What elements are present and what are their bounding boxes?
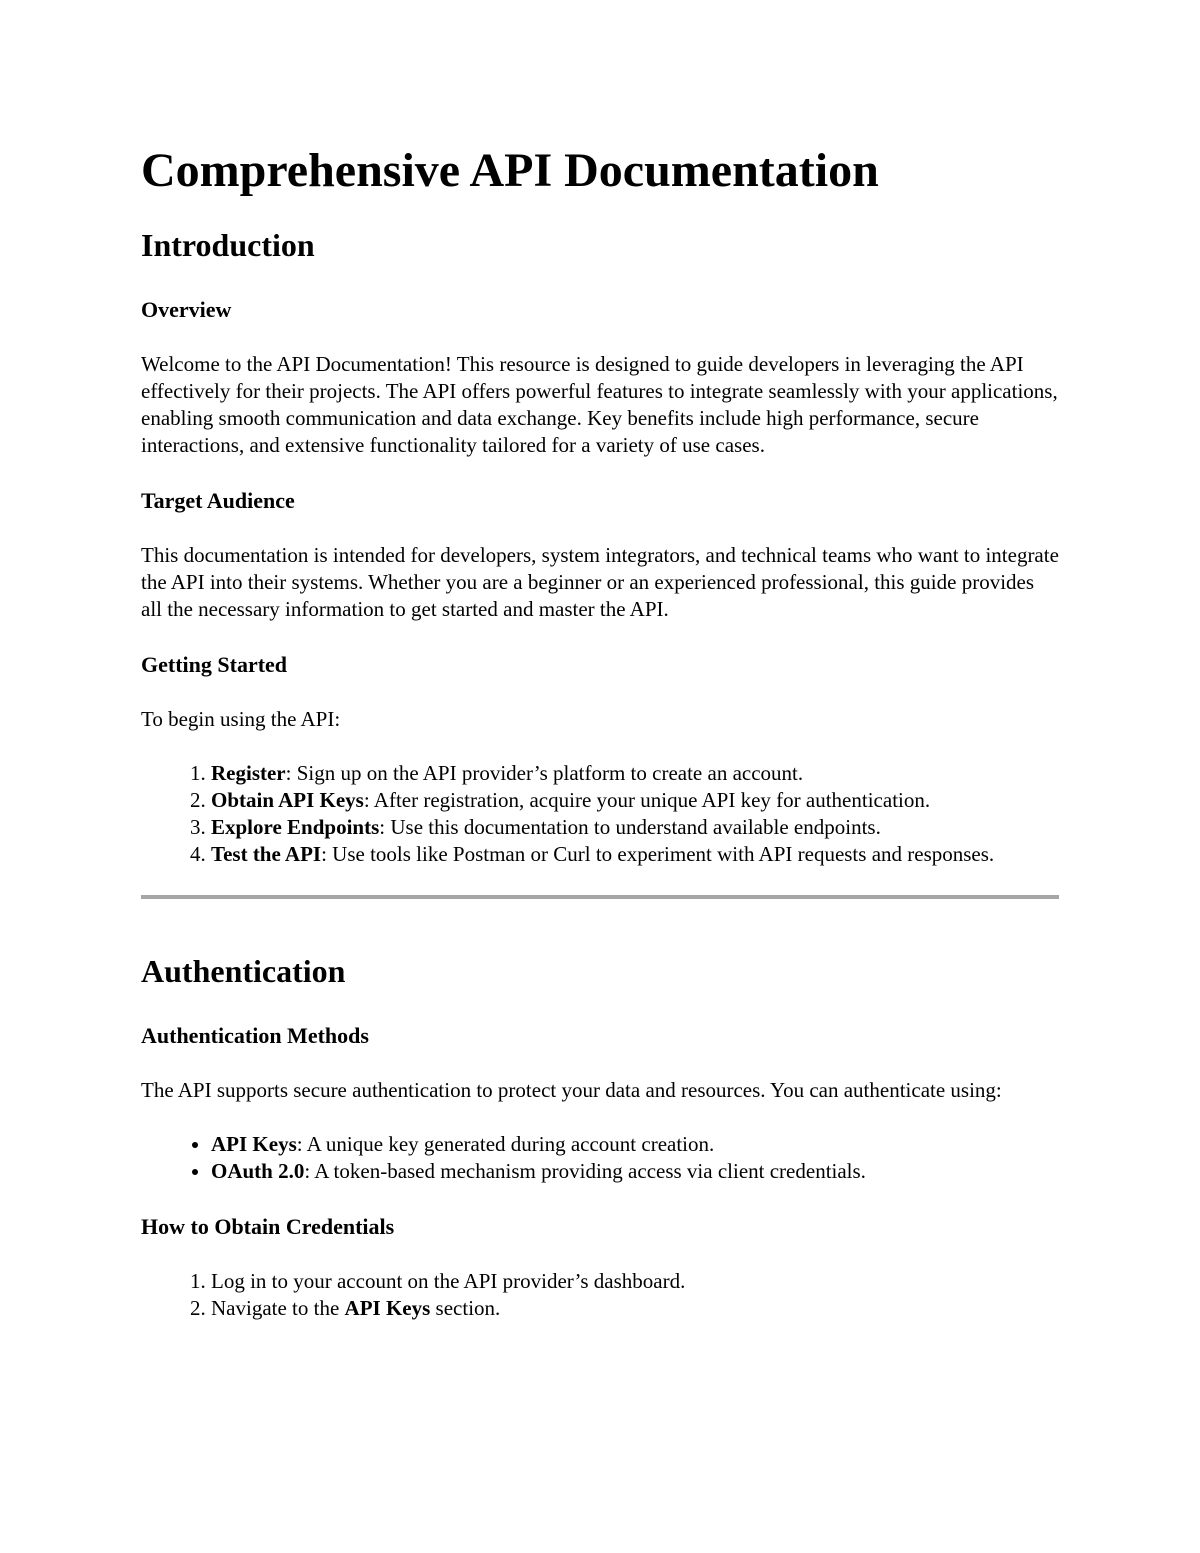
getting-started-heading: Getting Started bbox=[141, 652, 288, 677]
step-description: : Sign up on the API provider’s platform to create an account. bbox=[285, 761, 804, 785]
page-title: Comprehensive API Documentation bbox=[141, 144, 879, 197]
step-term: Obtain API Keys bbox=[211, 788, 364, 812]
step-text: Navigate to the bbox=[211, 1296, 345, 1320]
authentication-methods-paragraph: The API supports secure authentication to protect your data and resources. You can authenticate using: bbox=[141, 1078, 1002, 1102]
method-term: OAuth 2.0 bbox=[211, 1159, 305, 1183]
method-description: : A token-based mechanism providing access via client credentials. bbox=[304, 1159, 866, 1183]
list-item bbox=[211, 1131, 1059, 1158]
list-item bbox=[211, 787, 1059, 814]
target-audience-heading: Target Audience bbox=[141, 488, 295, 513]
list-item bbox=[211, 1158, 1059, 1185]
authentication-heading: Authentication bbox=[141, 953, 346, 989]
list-item bbox=[211, 1268, 1059, 1295]
step-description: : After registration, acquire your unique API key for authentication. bbox=[363, 788, 931, 812]
section-divider bbox=[141, 895, 1059, 899]
step-description: : Use tools like Postman or Curl to experiment with API requests and responses. bbox=[321, 842, 995, 866]
step-description: : Use this documentation to understand available endpoints. bbox=[379, 815, 881, 839]
obtain-credentials-heading: How to Obtain Credentials bbox=[141, 1214, 395, 1239]
step-term: API Keys bbox=[344, 1296, 431, 1320]
method-term: API Keys bbox=[211, 1132, 297, 1156]
target-audience-paragraph: This documentation is intended for developers, system integrators, and technical teams who want to integrate the API into their systems. Whether you are a beginner or an experienced professional, this guide provides all the necessary information to get started and master the API. bbox=[141, 543, 1059, 621]
getting-started-steps bbox=[141, 760, 1059, 868]
list-item bbox=[211, 1295, 1059, 1322]
step-term: Test the API bbox=[211, 842, 322, 866]
step-term: Explore Endpoints bbox=[211, 815, 380, 839]
overview-paragraph: Welcome to the API Documentation! This resource is designed to guide developers in leveraging the API effectively for their projects. The API offers powerful features to integrate seamlessly with your applications, enabling smooth communication and data exchange. Key benefits include high performance, secure interactions, and extensive functionality tailored for a variety of use cases. bbox=[141, 352, 1058, 457]
document-page bbox=[141, 140, 1059, 1322]
overview-heading: Overview bbox=[141, 297, 232, 322]
obtain-credentials-steps bbox=[141, 1268, 1059, 1322]
method-description: : A unique key generated during account creation. bbox=[296, 1132, 715, 1156]
list-item bbox=[211, 841, 1059, 868]
list-item bbox=[211, 760, 1059, 787]
getting-started-intro: To begin using the API: bbox=[141, 707, 341, 731]
step-term: Register bbox=[211, 761, 286, 785]
step-text: section. bbox=[430, 1296, 501, 1320]
introduction-heading: Introduction bbox=[141, 227, 315, 263]
list-item bbox=[211, 814, 1059, 841]
authentication-methods-heading: Authentication Methods bbox=[141, 1023, 369, 1048]
step-text: Log in to your account on the API provider’s dashboard. bbox=[211, 1269, 686, 1293]
authentication-methods-list bbox=[141, 1131, 1059, 1185]
